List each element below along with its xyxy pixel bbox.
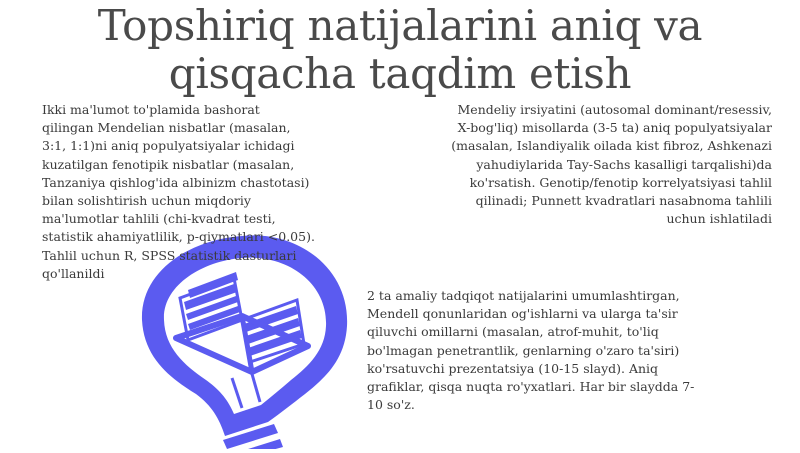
text-line: Mendeliy irsiyatini (autosomal dominant/resessiv, [457, 102, 772, 117]
text-line: ko'rsatuvchi prezentatsiya (10-15 slayd). Aniq [367, 360, 659, 376]
text-line: 10 so'z. [367, 397, 415, 413]
text-line: grafiklar, qisqa nuqta ro'yxatlari. Har bir slaydda 7- [367, 379, 695, 395]
text-line: (masalan, Islandiyalik oilada kist fibroz, Ashkenazi [451, 138, 772, 154]
slide-title-line: Topshiriq natijalarini aniq va [97, 1, 703, 50]
text-line: yahudiylarida Tay-Sachs kasalligi tarqalishi)da [476, 156, 772, 172]
text-line: bo'lmagan penetrantlik, genlarning o'zaro ta'siri) [367, 342, 680, 358]
text-line: qiluvchi omillarni (masalan, atrof-muhit, to'liq [367, 324, 659, 340]
text-line: Tanzaniya qishlog'ida albinizm chastotasi) [42, 174, 310, 190]
text-line: uchun ishlatiladi [666, 211, 772, 227]
text-line: bilan solishtirish uchun miqdoriy [42, 193, 251, 209]
slide-title-line: qisqacha taqdim etish [168, 49, 632, 98]
text-block-left [42, 101, 362, 283]
text-line: qilinadi; Punnett kvadratlari nasabnoma tahlili [475, 193, 772, 209]
text-line: X-bog'liq) misollarda (3-5 ta) aniq populyatsiyalar [457, 120, 772, 136]
text-line: Mendell qonunlaridan og'ishlarni va ularga ta'sir [367, 306, 678, 322]
text-line: 2 ta amaliy tadqiqot natijalarini umumlashtirgan, [367, 288, 680, 303]
text-line: statistik ahamiyatlilik, p-qiymatlari <0.05). [42, 229, 315, 245]
text-line: kuzatilgan fenotipik nisbatlar (masalan, [42, 156, 295, 172]
text-line: Ikki ma'lumot to'plamida bashorat [42, 102, 260, 117]
text-line: ma'lumotlar tahlili (chi-kvadrat testi, [42, 211, 276, 227]
text-block-bottom [367, 287, 747, 414]
text-line: qilingan Mendelian nisbatlar (masalan, [42, 120, 291, 136]
text-line: Tahlil uchun R, SPSS statistik dasturlari [42, 247, 297, 263]
text-line: 3:1, 1:1)ni aniq populyatsiyalar ichidagi [42, 138, 295, 154]
text-line: qo'llanildi [42, 265, 105, 281]
slide-title [0, 2, 800, 98]
text-line: ko'rsatish. Genotip/fenotip korrelyatsiyasi tahlil [469, 174, 772, 190]
text-block-right [372, 101, 772, 228]
